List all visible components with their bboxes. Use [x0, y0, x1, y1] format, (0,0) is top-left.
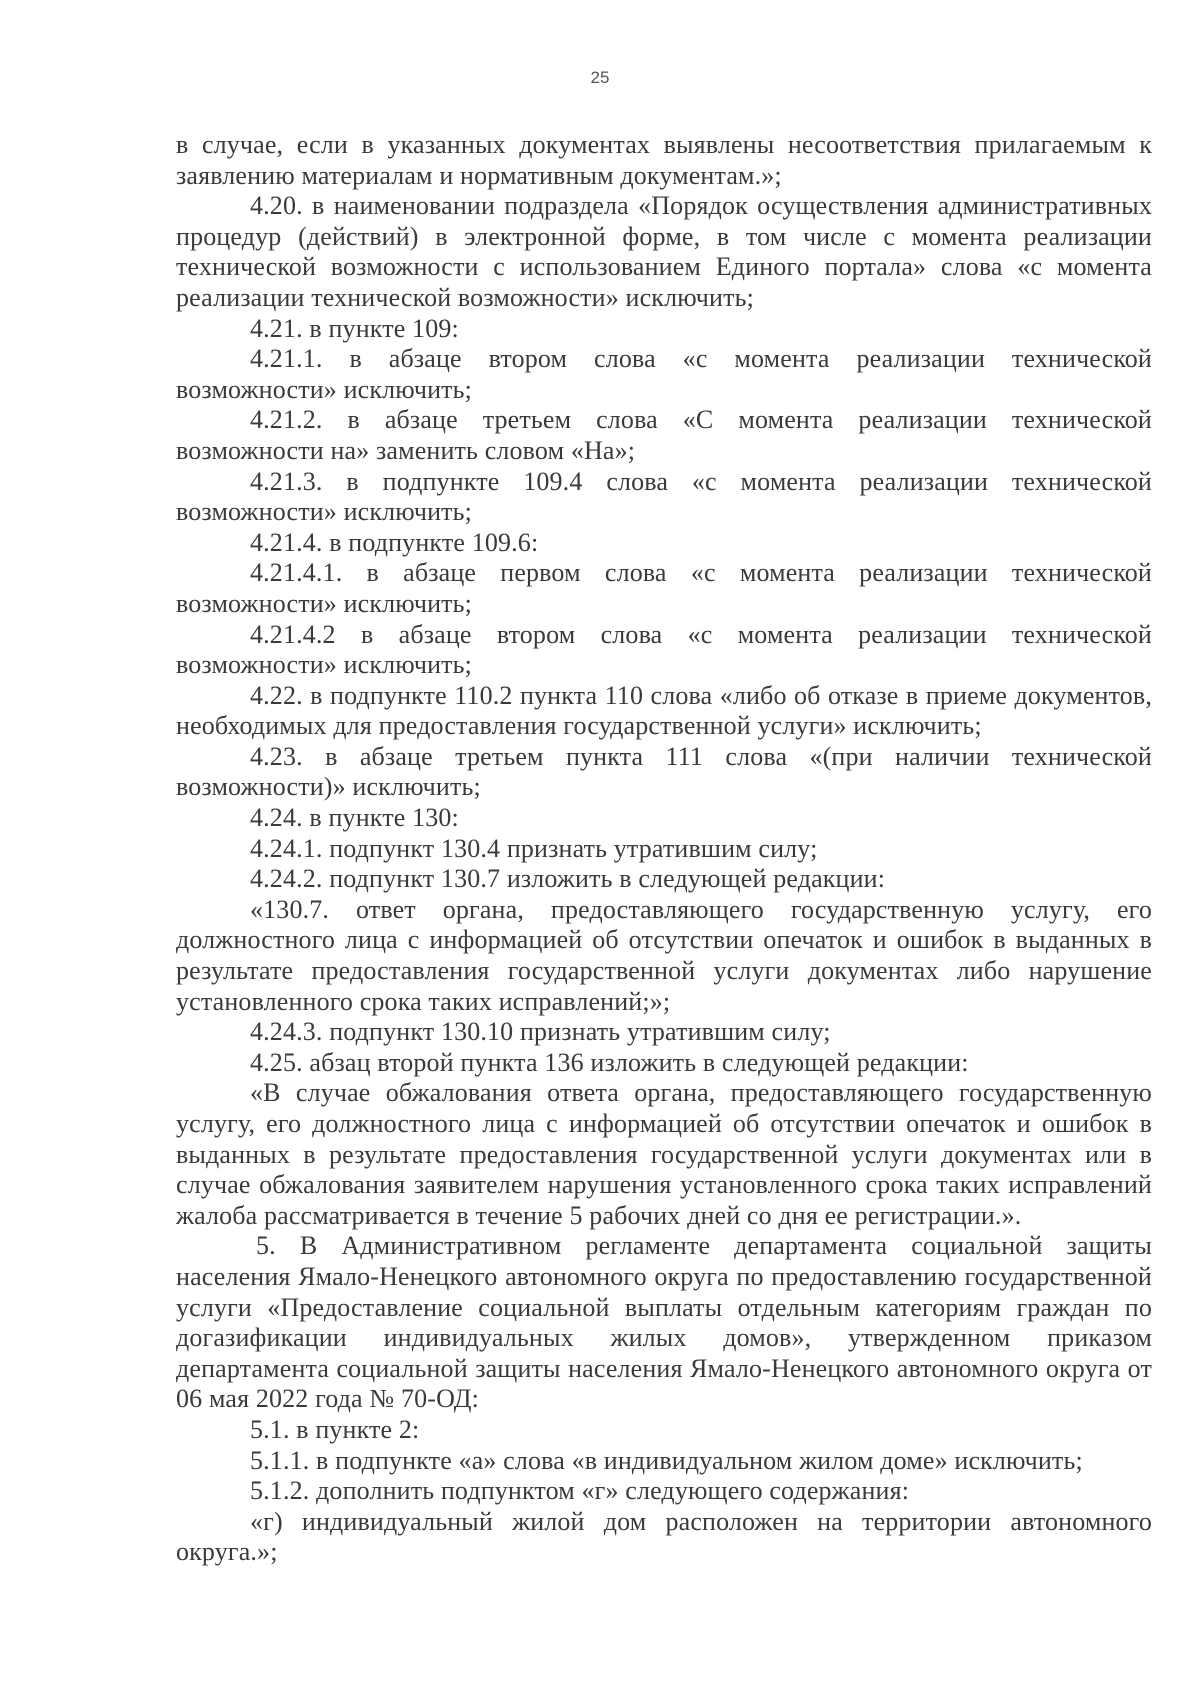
paragraph: 4.21.4.1. в абзаце первом слова «с момента реализации технической возможности» исключить; — [176, 558, 1152, 618]
paragraph: 5. В Административном регламенте департамента социальной защиты населения Ямало-Ненецкого автономного округа по предоставлению государственной услуги «Предоставление социальной выплаты отдельным категориям граждан по догазификации индивидуальных жилых домов», утвержденном приказом департамента социальной защиты населения Ямало-Ненецкого автономного округа от 06 мая 2022 года № 70-ОД: — [176, 1231, 1152, 1414]
paragraph: 4.24.1. подпункт 130.4 признать утратившим силу; — [250, 833, 818, 863]
paragraph: 4.25. абзац второй пункта 136 изложить в следующей редакции: — [250, 1047, 969, 1077]
paragraph: «В случае обжалования ответа органа, предоставляющего государственную услугу, его должностного лица с информацией об отсутствии опечаток и ошибок в выданных в результате предоставления государственной услуги документах или в случае обжалования заявителем нарушения установленного срока таких исправлений жалоба рассматривается в течение 5 рабочих дней со дня ее регистрации.». — [176, 1078, 1152, 1230]
paragraph: 4.21.3. в подпункте 109.4 слова «с момента реализации технической возможности» исключить; — [176, 466, 1152, 527]
paragraph: 4.21.1. в абзаце втором слова «с момента реализации технической возможности» исключить; — [176, 344, 1152, 404]
paragraph: 5.1.2. дополнить подпунктом «г» следующего содержания: — [250, 1476, 910, 1506]
paragraph: 4.21.2. в абзаце третьем слова «С момента реализации технической возможности на» заменить словом «На»; — [176, 405, 1152, 465]
page-number: 25 — [590, 68, 610, 87]
paragraph: 4.21.4. в подпункте 109.6: — [250, 527, 539, 557]
paragraph: 5.1. в пункте 2: — [250, 1414, 420, 1444]
paragraph: 4.21.4.2 в абзаце втором слова «с момента реализации технической возможности» исключить; — [176, 619, 1152, 680]
paragraph: 4.20. в наименовании подраздела «Порядок осуществления административных процедур (действий) в электронной форме, в том числе с момента реализации технической возможности с использованием Единого портала» слова «с момента реализации технической возможности» исключить; — [176, 191, 1152, 312]
paragraph: 5.1.1. в подпункте «а» слова «в индивидуальном жилом доме» исключить; — [250, 1445, 1083, 1475]
paragraph: 4.24.3. подпункт 130.10 признать утратившим силу; — [250, 1017, 831, 1047]
paragraph: 4.21. в пункте 109: — [250, 313, 459, 343]
paragraph: 4.24.2. подпункт 130.7 изложить в следующей редакции: — [250, 864, 886, 894]
paragraph: «130.7. ответ органа, предоставляющего государственную услугу, его должностного лица с информацией об отсутствии опечаток и ошибок в выданных в результате предоставления государственной услуги документах либо нарушение установленного срока таких исправлений;»; — [176, 894, 1152, 1016]
paragraph: 4.24. в пункте 130: — [250, 803, 459, 833]
paragraph: «г) индивидуальный жилой дом расположен на территории автономного округа.»; — [176, 1506, 1152, 1567]
document-body — [176, 130, 1152, 1568]
paragraph: в случае, если в указанных документах выявлены несоответствия прилагаемым к заявлению материалам и нормативным документам.»; — [176, 130, 1152, 190]
paragraph: 4.22. в подпункте 110.2 пункта 110 слова «либо об отказе в приеме документов, необходимых для предоставления государственной услуги» исключить; — [176, 680, 1152, 741]
paragraph: 4.23. в абзаце третьем пункта 111 слова «(при наличии технической возможности)» исключить; — [176, 741, 1152, 802]
